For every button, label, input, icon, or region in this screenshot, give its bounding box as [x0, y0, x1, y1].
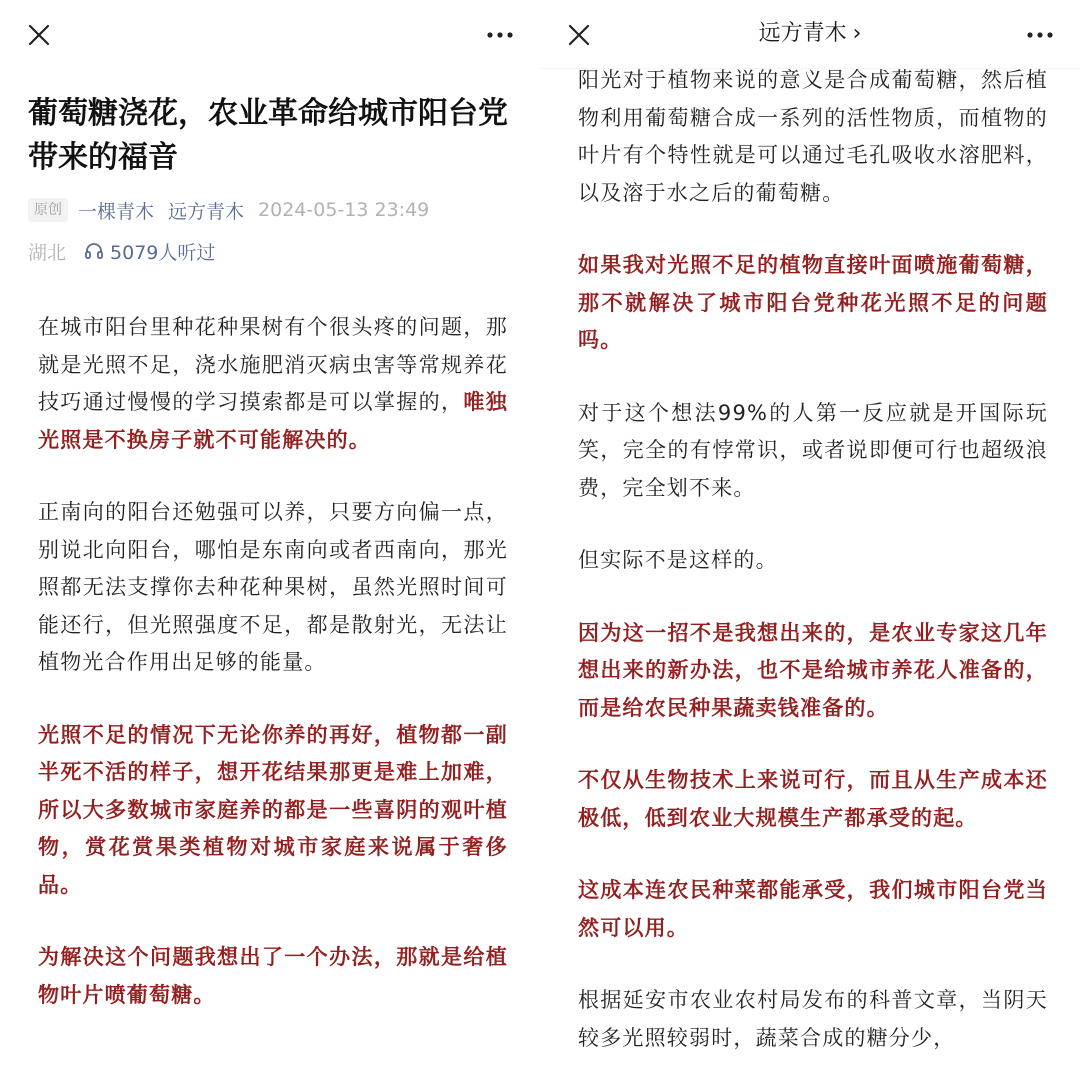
account-name-header[interactable]: [540, 18, 1080, 50]
chevron-right-icon: ›: [852, 21, 862, 46]
article-panel-right: [540, 0, 1080, 1081]
paragraph: 阳光对于植物来说的意义是合成葡萄糖，然后植物利用葡萄糖合成一系列的活性物质，而植物的叶片有个特性就是可以通过毛孔吸收水溶肥料，以及溶于水之后的葡萄糖。: [578, 68, 1048, 205]
article-meta: [28, 196, 429, 224]
paragraph-emphasis: 这成本连农民种菜都能承受，我们城市阳台党当然可以用。: [578, 878, 1048, 940]
paragraph: [38, 309, 508, 459]
account-name: 远方青木: [758, 21, 847, 46]
more-dots-icon[interactable]: [1026, 28, 1054, 42]
listen-count[interactable]: 5079人听过: [110, 241, 216, 264]
top-bar: [0, 0, 540, 68]
author-link[interactable]: 一棵青木: [78, 200, 155, 223]
publish-date: 2024-05-13 23:49: [258, 199, 430, 221]
paragraph: 正南向的阳台还勉强可以养，只要方向偏一点，别说北向阳台，哪怕是东南向或者西南向，那光照都无法支撑你去种花种果树，虽然光照时间可能还行，但光照强度不足，都是散射光，无法让植物光合作用出足够的能量。: [38, 500, 508, 674]
article-body: [38, 309, 508, 1014]
article-body: [578, 62, 1048, 1057]
article-title: 葡萄糖浇花，农业革命给城市阳台党带来的福音: [28, 96, 508, 175]
original-tag: 原创: [28, 198, 68, 222]
close-icon[interactable]: [26, 22, 52, 48]
paragraph-emphasis: 为解决这个问题我想出了一个办法，那就是给植物叶片喷葡萄糖。: [38, 945, 508, 1007]
paragraph: 但实际不是这样的。: [578, 548, 778, 572]
account-link[interactable]: 远方青木: [168, 200, 245, 223]
headphone-icon[interactable]: [84, 241, 104, 261]
paragraph: 根据延安市农业农村局发布的科普文章，当阴天较多光照较弱时，蔬菜合成的糖分少，: [578, 988, 1048, 1050]
paragraph-text: 在城市阳台里种花种果树有个很头疼的问题，那就是光照不足，浇水施肥消灭病虫害等常规养花技巧通过慢慢的学习摸索都是可以掌握的，: [38, 315, 508, 414]
paragraph-emphasis: 如果我对光照不足的植物直接叶面喷施葡萄糖，那不就解决了城市阳台党种花光照不足的问题吗。: [578, 253, 1048, 352]
paragraph-emphasis: 因为这一招不是我想出来的，是农业专家这几年想出来的新办法，也不是给城市养花人准备的，而是给农民种果蔬卖钱准备的。: [578, 620, 1048, 720]
more-dots-icon[interactable]: [486, 28, 514, 42]
paragraph-emphasis: 不仅从生物技术上来说可行，而且从生产成本还极低，低到农业大规模生产都承受的起。: [578, 768, 1048, 830]
location-label: 湖北: [28, 241, 67, 264]
paragraph-highlight: 唯独光照是不换房子就不可能解决的。: [38, 390, 508, 452]
paragraph: 对于这个想法99%的人第一反应就是开国际玩笑，完全的有悖常识，或者说即便可行也超级浪费，完全划不来。: [578, 400, 1048, 500]
top-bar: [540, 0, 1080, 68]
paragraph-emphasis: 光照不足的情况下无论你养的再好，植物都一副半死不活的样子，想开花结果那更是难上加难，所以大多数城市家庭养的都是一些喜阴的观叶植物，赏花赏果类植物对城市家庭来说属于奢侈品。: [38, 722, 508, 897]
article-meta-secondary: [28, 237, 215, 265]
